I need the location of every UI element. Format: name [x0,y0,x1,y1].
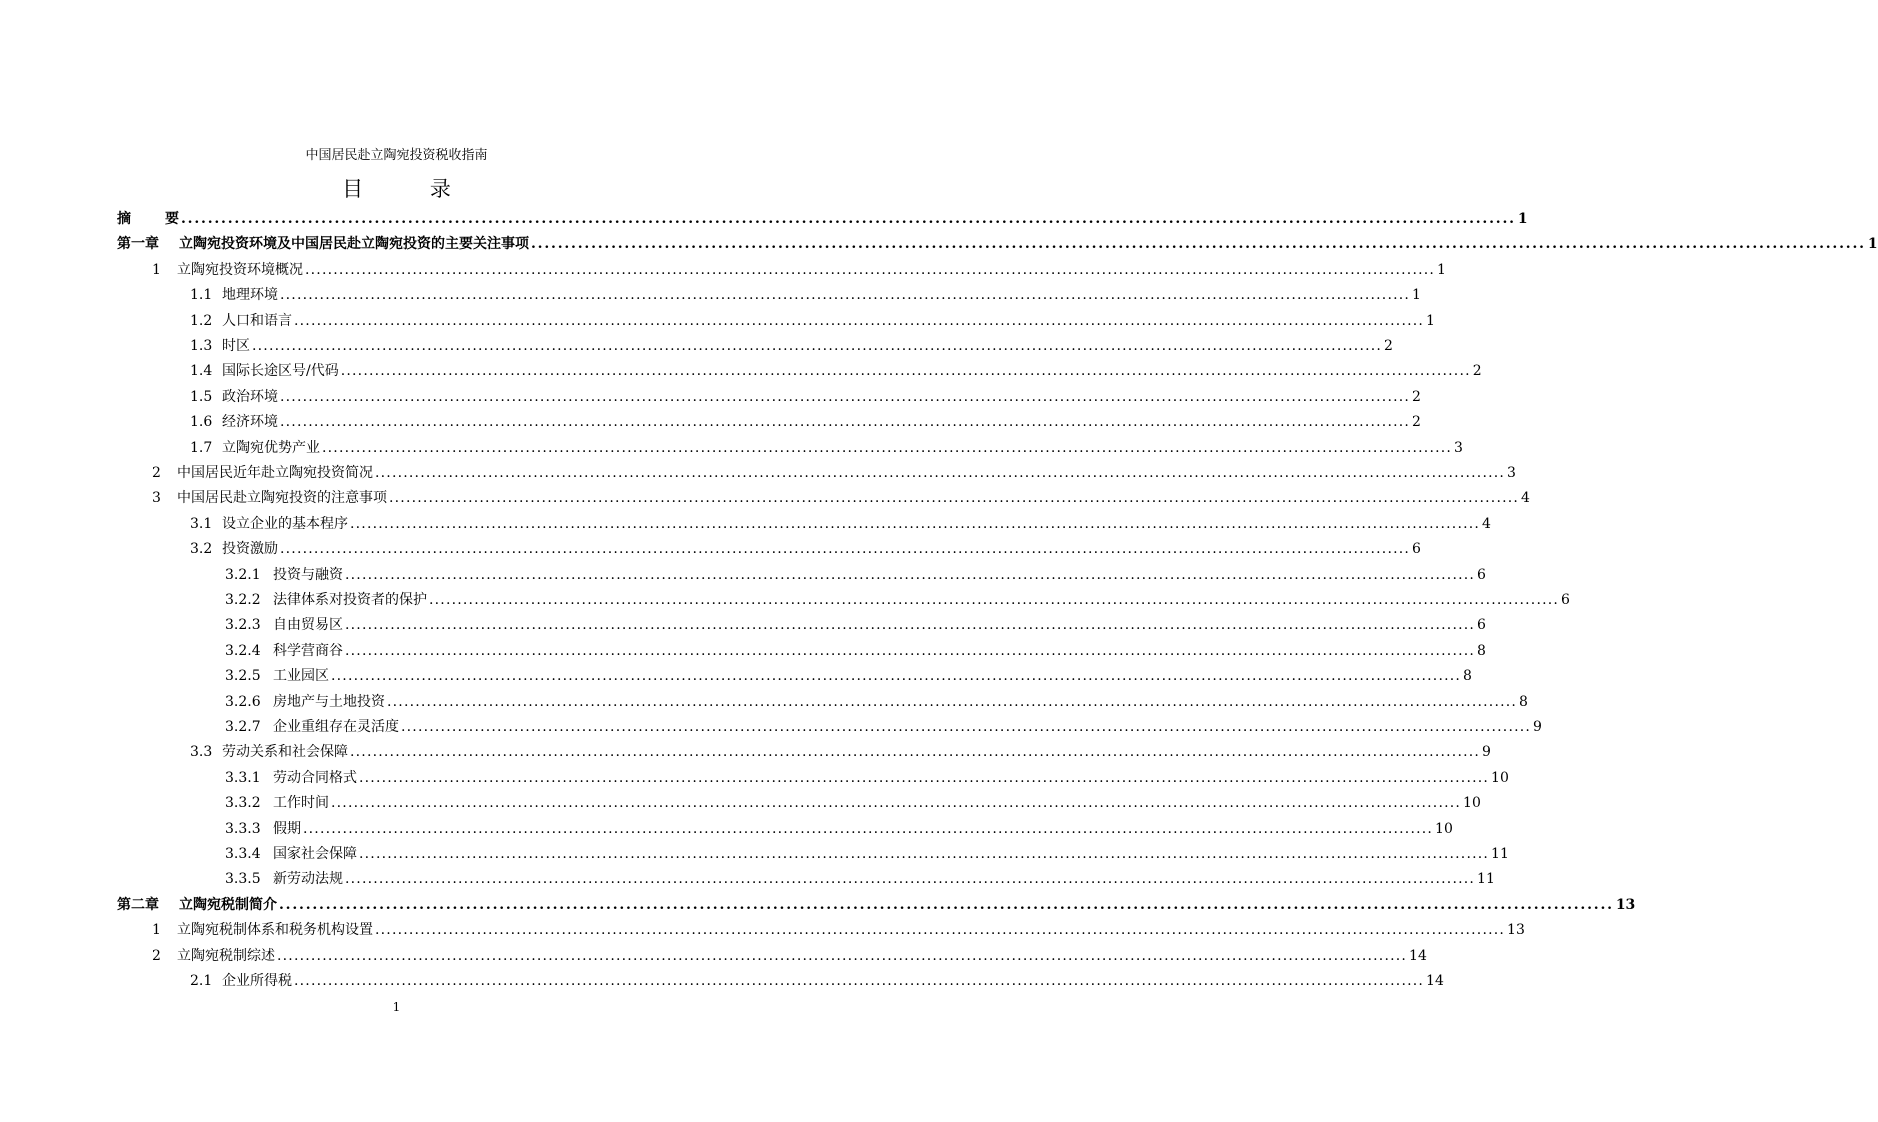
running-header: 中国居民赴立陶宛投资税收指南 [305,148,488,163]
toc-entry[interactable] [117,209,1528,229]
dot-leader: ........................................................................................................................................................................................................ [345,566,1476,583]
toc-entry[interactable] [225,565,1486,585]
toc-entry-title: 劳动关系和社会保障 [222,744,348,761]
dot-leader: ........................................................................................................................................................................................................ [345,871,1476,888]
dot-leader: ........................................................................................................................................................................................................ [252,338,1383,354]
toc-entry[interactable] [225,641,1486,661]
dot-leader: ........................................................................................................................................................................................................ [345,617,1476,634]
toc-entry-page: 8 [1477,642,1486,659]
toc-entry[interactable] [225,819,1453,839]
toc-entry-title: 国家社会保障 [273,846,357,862]
dot-leader: ........................................................................................................................................................................................................ [340,363,1471,380]
dot-leader: ........................................................................................................................................................................................................ [280,388,1411,405]
dot-leader: ........................................................................................................................................................................................................ [345,642,1476,659]
toc-entry[interactable] [190,311,1435,331]
toc-entry-page: 11 [1491,846,1509,862]
dot-leader: ........................................................................................................................................................................................................ [401,719,1532,735]
toc-entry-number: 3 [152,490,161,507]
toc-entry-number: 2 [152,947,161,964]
toc-entry-page: 8 [1463,668,1472,685]
toc-entry-number: 1.7 [190,439,213,456]
toc-entry-page: 14 [1426,973,1444,989]
toc-entry-title: 科学营商谷 [273,642,343,659]
toc-entry-title: 企业所得税 [222,973,292,989]
toc-entry[interactable] [225,590,1570,610]
toc-entry-page: 3 [1454,439,1463,456]
dot-leader: ........................................................................................................................................................................................................ [181,211,1516,227]
toc-entry-number: 1.5 [190,388,213,405]
dot-leader: ........................................................................................................................................................................................................ [277,947,1408,964]
toc-entry[interactable] [225,692,1528,712]
toc-entry-page: 6 [1477,566,1486,583]
toc-entry-page: 2 [1412,414,1421,431]
toc-entry-number: 1.4 [190,363,213,380]
toc-entry-page: 10 [1491,769,1509,786]
toc-entry-page: 4 [1521,490,1530,507]
toc-entry-number: 1.6 [190,414,213,431]
toc-entry-page: 4 [1482,515,1491,532]
toc-entry[interactable] [190,514,1491,534]
page-number: 1 [392,1000,401,1014]
dot-leader: ........................................................................................................................................................................................................ [331,795,1462,812]
toc-entry[interactable] [152,946,1427,966]
toc-entry-page: 6 [1561,592,1570,608]
dot-leader: ........................................................................................................................................................................................................ [305,261,1436,278]
toc-entry-number: 第二章 [117,896,159,913]
toc-entry[interactable] [152,920,1525,940]
toc-entry-title: 立陶宛税制体系和税务机构设置 [177,922,373,939]
toc-entry-page: 6 [1477,617,1486,634]
toc-entry-title: 时区 [222,338,250,354]
toc-entry[interactable] [190,412,1421,432]
toc-entry-page: 10 [1463,795,1481,812]
toc-entry[interactable] [117,895,1636,915]
toc-entry-title: 法律体系对投资者的保护 [273,592,427,608]
toc-entry-number: 3.2.5 [225,668,261,685]
toc-entry-page: 2 [1384,338,1393,354]
toc-entry-page: 3 [1507,465,1516,481]
toc-entry[interactable] [225,869,1495,889]
toc-entry-title: 房地产与土地投资 [273,693,385,710]
toc-entry-page: 1 [1426,312,1435,329]
toc-title: 目 录 [342,177,481,201]
toc-entry[interactable] [225,615,1486,635]
dot-leader: ........................................................................................................................................................................................................ [531,236,1866,253]
toc-entry[interactable] [190,387,1421,407]
toc-entry-page: 10 [1435,820,1453,837]
toc-entry[interactable] [225,844,1509,864]
toc-entry-title: 要 [165,211,179,227]
dot-leader: ........................................................................................................................................................................................................ [359,846,1490,862]
toc-entry-number: 2.1 [190,973,213,989]
toc-entry[interactable] [190,438,1463,458]
toc-entry-title: 工业园区 [273,668,329,685]
dot-leader: ........................................................................................................................................................................................................ [279,896,1614,913]
dot-leader: ........................................................................................................................................................................................................ [389,490,1520,507]
toc-entry-title: 劳动合同格式 [273,769,357,786]
toc-entry-page: 14 [1409,947,1427,964]
toc-entry-number: 1.2 [190,312,213,329]
toc-entry-page: 13 [1507,922,1525,939]
toc-entry[interactable] [190,285,1421,305]
toc-entry-number: 3.2.3 [225,617,261,634]
toc-entry-page: 1 [1437,261,1446,278]
toc-entry[interactable] [152,260,1446,280]
toc-entry-title: 自由贸易区 [273,617,343,634]
toc-entry[interactable] [152,463,1516,483]
toc-entry-page: 2 [1472,363,1482,380]
dot-leader: ........................................................................................................................................................................................................ [387,693,1518,710]
toc-entry-title: 立陶宛投资环境及中国居民赴立陶宛投资的主要关注事项 [179,236,529,253]
toc-entry-page: 8 [1519,693,1528,710]
toc-entry-page: 11 [1477,871,1495,888]
toc-entry-number: 3.3 [190,744,213,761]
toc-entry-page: 9 [1533,719,1542,735]
toc-entry-page: 13 [1615,896,1636,913]
toc-entry-page: 9 [1482,744,1491,761]
toc-entry-number: 第一章 [117,236,159,253]
toc-entry-title: 立陶宛税制简介 [179,896,277,913]
toc-entry-number: 3.2 [190,541,213,558]
toc-entry-title: 国际长途区号/代码 [222,363,339,380]
toc-entry-title: 立陶宛投资环境概况 [177,261,303,278]
toc-entry[interactable] [190,361,1482,381]
toc-entry-number: 3.3.3 [225,820,261,837]
toc-entry-number: 1 [152,261,161,278]
toc-entry-number: 1 [152,922,161,939]
dot-leader: ........................................................................................................................................................................................................ [280,414,1411,431]
toc-entry-number: 1.3 [190,338,213,354]
dot-leader: ........................................................................................................................................................................................................ [375,922,1506,939]
toc-entry-number: 摘 [117,211,131,227]
toc-entry-page: 6 [1412,541,1421,558]
toc-entry[interactable] [117,234,1878,254]
toc-entry-title: 新劳动法规 [273,871,343,888]
toc-entry-title: 中国居民近年赴立陶宛投资简况 [177,465,373,481]
toc-entry-title: 地理环境 [222,287,278,304]
toc-entry-page: 2 [1412,388,1421,405]
toc-entry-title: 工作时间 [273,795,329,812]
toc-entry-number: 3.1 [190,515,213,532]
dot-leader: ........................................................................................................................................................................................................ [350,744,1481,761]
toc-entry[interactable] [225,717,1542,737]
dot-leader: ........................................................................................................................................................................................................ [359,769,1490,786]
dot-leader: ........................................................................................................................................................................................................ [350,515,1481,532]
toc-entry-number: 2 [152,465,161,481]
dot-leader: ........................................................................................................................................................................................................ [429,592,1560,608]
toc-entry-number: 3.3.1 [225,769,261,786]
toc-entry-title: 企业重组存在灵活度 [273,719,399,735]
toc-entry-title: 投资与融资 [273,566,343,583]
dot-leader: ........................................................................................................................................................................................................ [322,439,1453,456]
toc-entry-number: 3.2.7 [225,719,261,735]
toc-entry[interactable] [190,539,1421,559]
dot-leader: ........................................................................................................................................................................................................ [280,541,1411,558]
dot-leader: ........................................................................................................................................................................................................ [294,973,1425,989]
toc-entry-number: 3.2.6 [225,693,261,710]
toc-entry-page: 1 [1867,236,1878,253]
toc-entry[interactable] [152,488,1530,508]
dot-leader: ........................................................................................................................................................................................................ [331,668,1462,685]
toc-entry-title: 政治环境 [222,388,278,405]
toc-entry-number: 3.2.2 [225,592,261,608]
dot-leader: ........................................................................................................................................................................................................ [280,287,1411,304]
toc-entry-title: 立陶宛税制综述 [177,947,275,964]
toc-entry-number: 3.2.1 [225,566,261,583]
toc-entry[interactable] [190,336,1393,356]
dot-leader: ........................................................................................................................................................................................................ [375,465,1506,481]
toc-entry-title: 立陶宛优势产业 [222,439,320,456]
toc-entry-title: 经济环境 [222,414,278,431]
toc-entry[interactable] [225,666,1472,686]
toc-entry-number: 1.1 [190,287,213,304]
toc-entry[interactable] [225,793,1481,813]
toc-entry-title: 设立企业的基本程序 [222,515,348,532]
toc-entry-title: 假期 [273,820,301,837]
toc-entry[interactable] [225,768,1509,788]
dot-leader: ........................................................................................................................................................................................................ [303,820,1434,837]
toc-entry-number: 3.3.5 [225,871,261,888]
dot-leader: ........................................................................................................................................................................................................ [294,312,1425,329]
toc-entry-number: 3.2.4 [225,642,261,659]
toc-entry-title: 投资激励 [222,541,278,558]
toc-entry-number: 3.3.2 [225,795,261,812]
toc-entry-number: 3.3.4 [225,846,261,862]
toc-entry[interactable] [190,971,1444,991]
toc-entry-title: 中国居民赴立陶宛投资的注意事项 [177,490,387,507]
toc-entry-page: 1 [1517,211,1528,227]
toc-entry-page: 1 [1412,287,1421,304]
toc-entry[interactable] [190,742,1491,762]
toc-entry-title: 人口和语言 [222,312,292,329]
